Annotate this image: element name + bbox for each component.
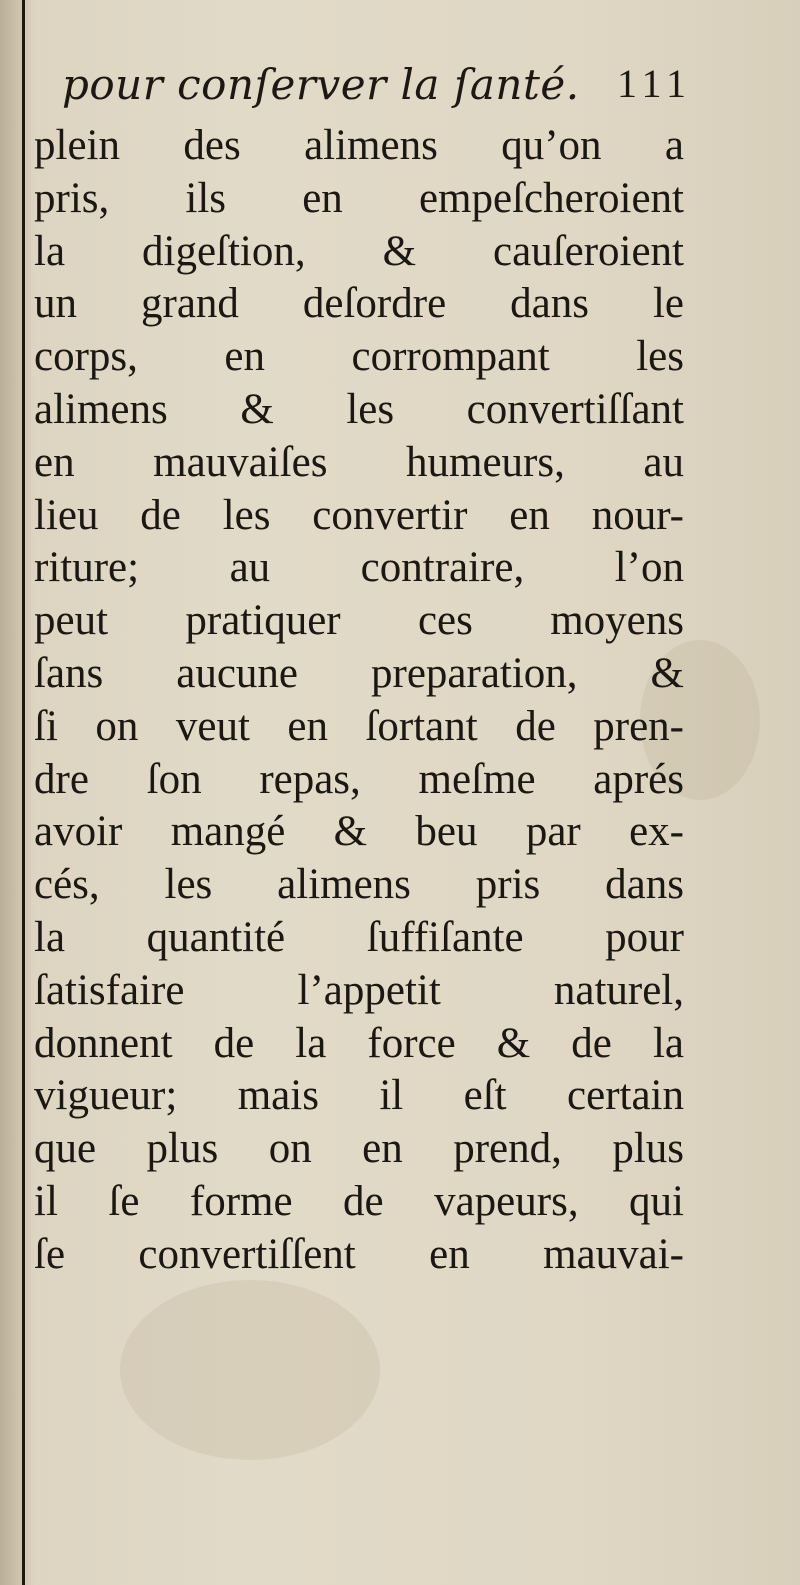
body-text	[34, 120, 684, 1282]
text-line: ſi on veut en ſortant de pren-	[34, 702, 684, 750]
text-line: plein des alimens qu’on a	[34, 122, 684, 169]
text-line: pris, ils en empeſcheroient	[34, 174, 684, 222]
text-line: ſe convertiſſent en mauvai-	[34, 1230, 684, 1278]
running-head: pour conſerver la ſanté.	[62, 60, 580, 109]
text-line: corps, en corrompant les	[34, 333, 684, 381]
paper-stain	[120, 1280, 380, 1460]
text-line: la digeſtion, & cauſeroient	[34, 227, 684, 275]
text-line: cés, les alimens pris dans	[34, 861, 684, 909]
text-line: lieu de les convertir en nour-	[34, 491, 684, 539]
text-line: en mauvaiſes humeurs, au	[34, 438, 684, 486]
text-line: la quantité ſuffiſante pour	[34, 913, 684, 961]
text-line: vigueur; mais il eſt certain	[34, 1072, 684, 1120]
text-line: que plus on en prend, plus	[34, 1125, 684, 1173]
text-line: il ſe forme de vapeurs, qui	[34, 1177, 684, 1225]
text-line: un grand deſordre dans le	[34, 280, 684, 328]
page-header	[62, 60, 692, 120]
text-line: donnent de la force & de la	[34, 1019, 684, 1067]
text-line: riture; au contraire, l’on	[34, 544, 684, 592]
page-gutter	[0, 0, 34, 1585]
text-line: ſatisfaire l’appetit naturel,	[34, 966, 684, 1014]
page-number: 111	[616, 61, 692, 106]
text-line: ſans aucune preparation, &	[34, 649, 684, 697]
text-line: dre ſon repas, meſme aprés	[34, 755, 684, 803]
text-line: avoir mangé & beu par ex-	[34, 808, 684, 856]
text-line: alimens & les convertiſſant	[34, 385, 684, 433]
text-line: peut pratiquer ces moyens	[34, 597, 684, 645]
binding-edge	[22, 0, 25, 1585]
